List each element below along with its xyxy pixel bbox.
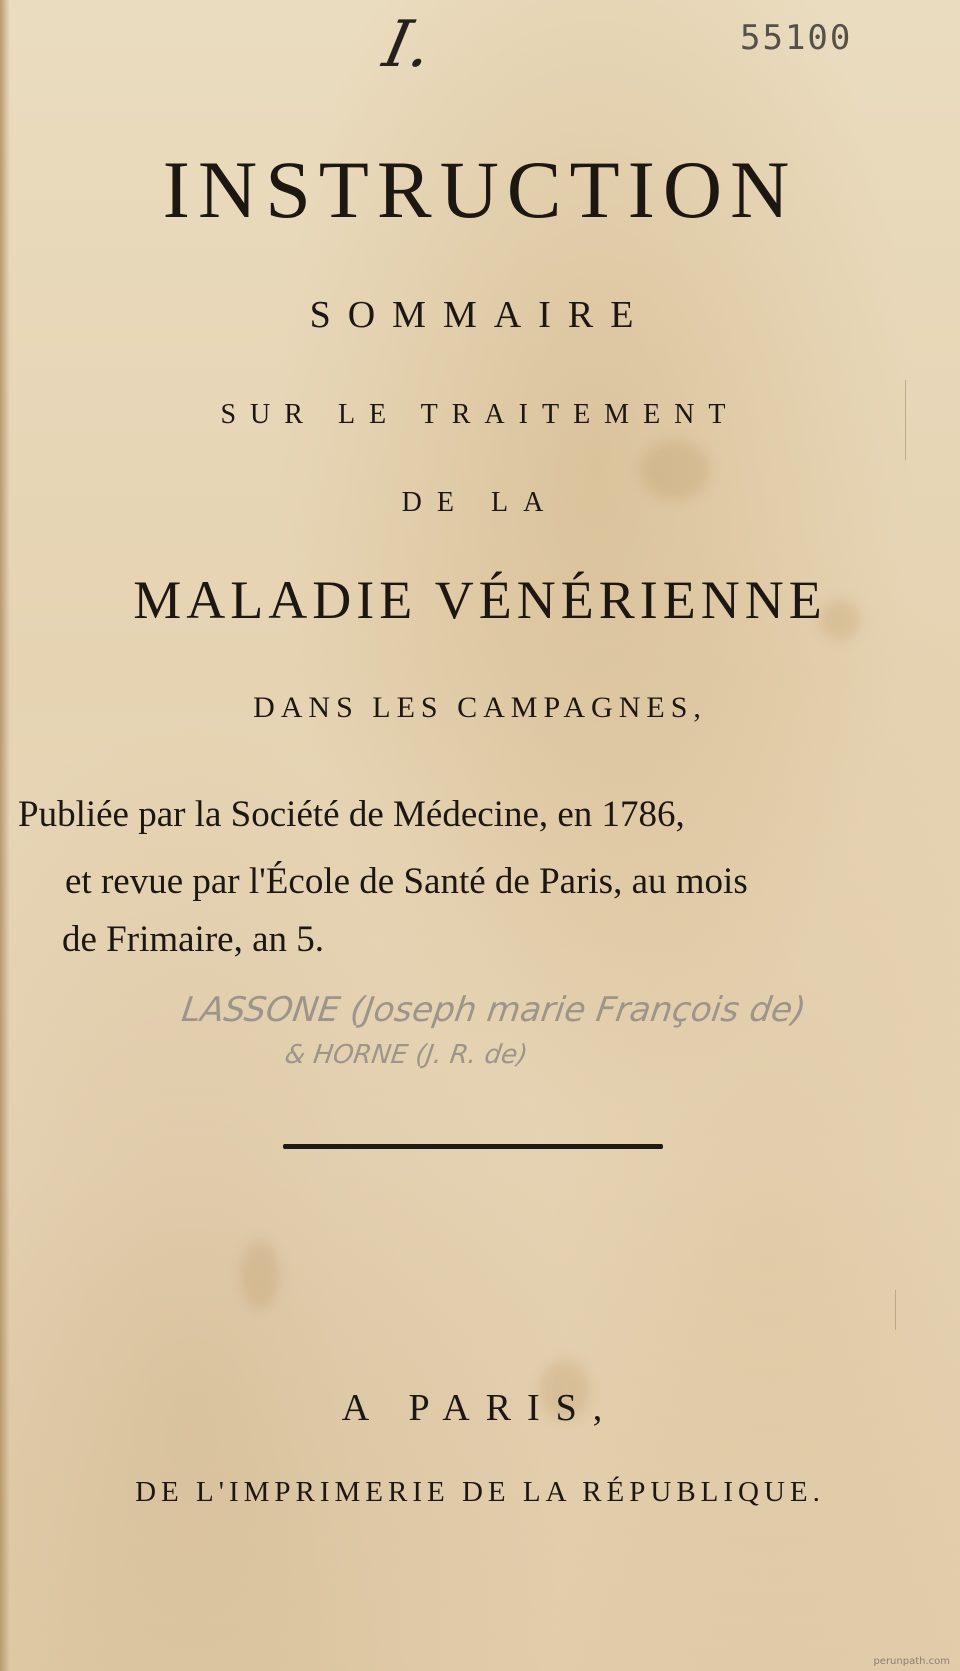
title-instruction: INSTRUCTION [162, 144, 798, 235]
title-sommaire: SOMMAIRE [309, 294, 651, 336]
paper-crease [895, 1290, 896, 1330]
site-watermark: perunpath.com [873, 1656, 950, 1667]
imprint-place: A PARIS, [341, 1387, 619, 1429]
title-maladie-venerienne: MALADIE VÉNÉRIENNE [133, 570, 827, 630]
manuscript-author-note-1: LASSONE (Joseph marie François de) [179, 990, 809, 1030]
imprint-printer: DE L'IMPRIMERIE DE LA RÉPUBLIQUE. [135, 1476, 825, 1508]
manuscript-author-note-2: & HORNE (J. R. de) [282, 1040, 530, 1070]
title-de-la: DE LA [401, 487, 559, 518]
manuscript-catalog-number: 55100 [740, 18, 853, 58]
manuscript-volume-mark: I. [377, 8, 439, 82]
publication-line-3: de Frimaire, an 5. [62, 919, 324, 960]
title-sur-le-traitement: SUR LE TRAITEMENT [220, 399, 740, 430]
publication-line-2: et revue par l'École de Santé de Paris, au mois [65, 861, 748, 902]
publication-line-1: Publiée par la Société de Médecine, en 1786, [18, 794, 685, 835]
decorative-rule [283, 1144, 663, 1149]
foxing-stain [240, 1240, 280, 1310]
title-dans-les-campagnes: DANS LES CAMPAGNES, [253, 691, 707, 724]
